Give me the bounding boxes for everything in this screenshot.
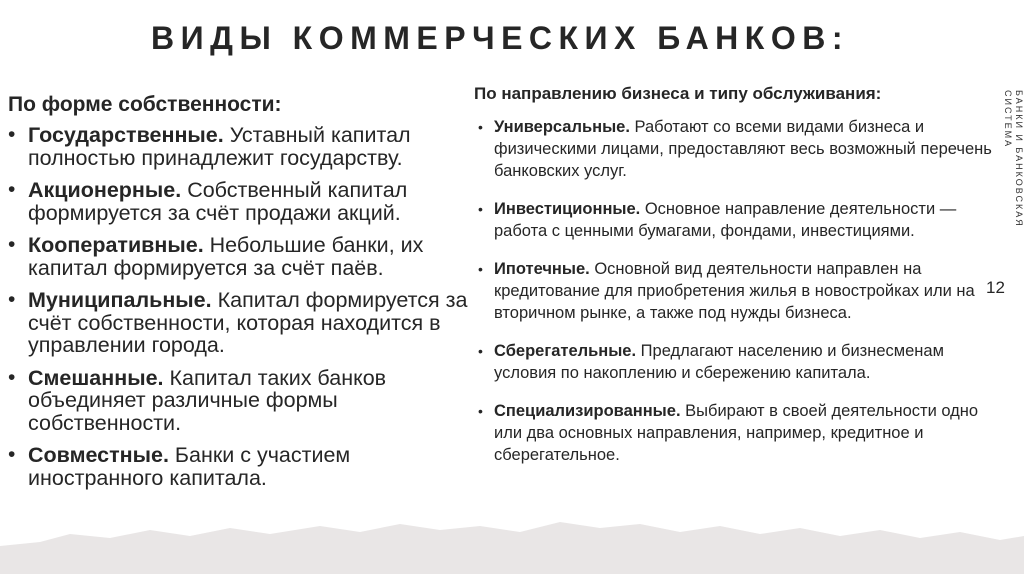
bullet-icon: •: [8, 123, 16, 146]
list-item: [8, 234, 470, 279]
bank-type-term: Кооперативные.: [28, 233, 204, 257]
bullet-icon: •: [478, 119, 483, 135]
bullet-icon: •: [478, 403, 483, 419]
bank-type-description: Основное направление деятельности — работа с ценными бумагами, фондами, инвестициями.: [494, 200, 957, 240]
list-item: [8, 289, 470, 357]
business-list: [474, 116, 994, 466]
bank-type-description: Банки с участием иностранного капитала.: [28, 443, 351, 490]
list-item: [8, 124, 470, 169]
list-item: [8, 179, 470, 224]
business-column: [474, 84, 994, 482]
list-item: [474, 400, 994, 466]
list-item: [474, 198, 994, 242]
bullet-icon: •: [8, 178, 16, 201]
terrain-background: [0, 514, 1024, 574]
bank-type-description: Предлагают населению и бизнесменам условия по накоплению и сбережению капитала.: [494, 342, 944, 382]
bank-type-description: Основной вид деятельности направлен на кредитование для приобретения жилья в новостройках или на вторичном рынке, а также под нужды бизнеса.: [494, 260, 975, 322]
list-item: [474, 258, 994, 324]
bullet-icon: •: [8, 288, 16, 311]
list-item: [474, 340, 994, 384]
bullet-icon: •: [478, 201, 483, 217]
bank-type-term: Ипотечные.: [494, 260, 590, 278]
bank-type-description: Собственный капитал формируется за счёт продажи акций.: [28, 178, 408, 225]
bank-type-term: Совместные.: [28, 443, 169, 467]
bank-type-description: Выбирают в своей деятельности одно или два основных направления, например, кредитное и сберегательное.: [494, 402, 979, 464]
bank-type-term: Государственные.: [28, 123, 224, 147]
bank-type-description: Работают со всеми видами бизнеса и физическими лицами, предоставляют весь возможный перечень банковских услуг.: [494, 118, 992, 180]
bank-type-term: Сберегательные.: [494, 342, 637, 360]
list-item: [474, 116, 994, 182]
bank-type-description: Капитал формируется за счёт собственности, которая находится в управлении города.: [28, 288, 468, 357]
bank-type-term: Специализированные.: [494, 402, 681, 420]
list-item: [8, 367, 470, 435]
list-item: [8, 444, 470, 489]
ownership-heading: По форме собственности:: [8, 93, 282, 116]
side-section-label: БАНКИ И БАНКОВСКАЯ СИСТЕМА: [1003, 90, 1024, 228]
bullet-icon: •: [478, 343, 483, 359]
business-heading: По направлению бизнеса и типу обслуживания:: [474, 84, 882, 103]
bank-type-description: Капитал таких банков объединяет различные формы собственности.: [28, 365, 387, 435]
bank-type-description: Уставный капитал полностью принадлежит государству.: [28, 123, 411, 170]
page-number: 12: [986, 278, 1005, 297]
bullet-icon: •: [8, 365, 16, 389]
ownership-column: [8, 92, 470, 499]
bank-type-term: Смешанные.: [28, 365, 164, 390]
ownership-list: [8, 124, 470, 489]
bank-type-term: Акционерные.: [28, 178, 182, 202]
bank-type-description: Небольшие банки, их капитал формируется за счёт паёв.: [28, 233, 424, 280]
bank-type-term: Муниципальные.: [28, 288, 212, 312]
bullet-icon: •: [8, 233, 16, 256]
bank-type-term: Универсальные.: [494, 118, 630, 136]
bullet-icon: •: [8, 443, 16, 466]
bank-type-term: Инвестиционные.: [494, 200, 641, 218]
slide-title: ВИДЫ КОММЕРЧЕСКИХ БАНКОВ:: [151, 20, 849, 56]
bullet-icon: •: [478, 261, 483, 277]
